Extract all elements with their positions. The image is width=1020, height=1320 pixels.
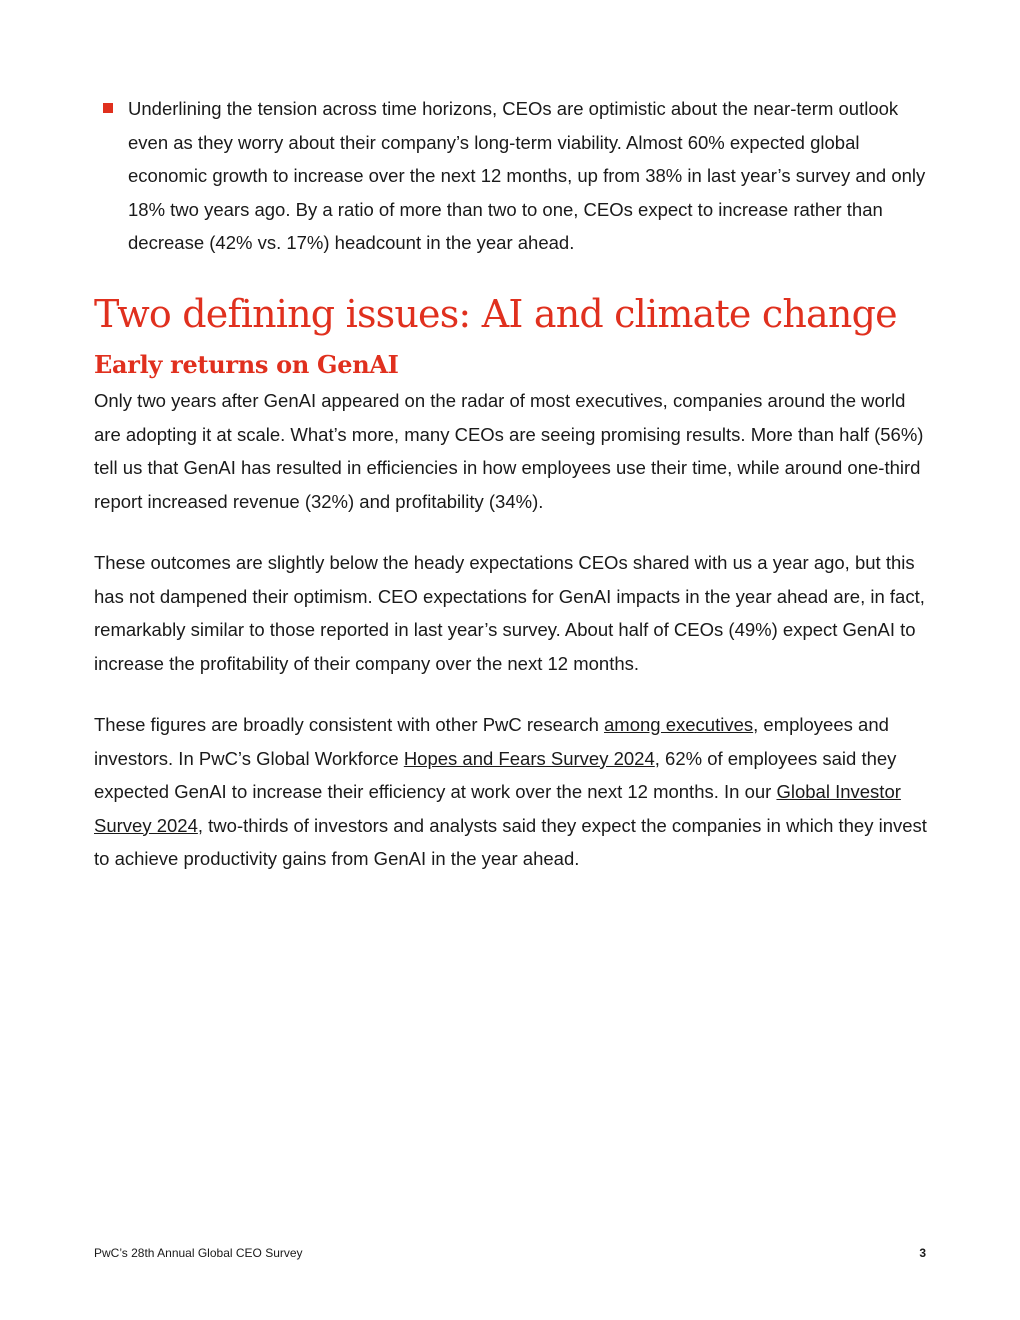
link-hopes-and-fears-survey[interactable]: Hopes and Fears Survey 2024 — [403, 747, 655, 769]
body-text — [94, 384, 934, 904]
paragraph-2: These outcomes are slightly below the heady expectations CEOs shared with us a year ago, but this has not dampened their optimism. CEO expectations for GenAI impacts in the year ahead are, in fact, remarkably similar to those reported in last year’s survey. About half of CEOs (49%) expect GenAI to increase the profitability of their company over the next 12 months. — [94, 552, 925, 674]
bullet-item — [94, 92, 934, 260]
paragraph-3-text: These figures are broadly consistent with other PwC research — [94, 714, 605, 735]
link-among-executives[interactable]: among executives — [604, 714, 754, 735]
paragraph-3-text: , two-thirds of investors and analysts said they expect the companies in which they invest to achieve productivity gains from GenAI in the year ahead. — [94, 814, 927, 869]
paragraph-3-text: , 62% of employees said they expected GenAI to increase their efficiency at work over the next 12 months. In our — [94, 747, 897, 802]
subsection-heading: Early returns on GenAI — [94, 350, 399, 379]
square-bullet-icon — [103, 103, 113, 113]
section-heading: Two defining issues: AI and climate change — [94, 292, 897, 336]
bullet-text: Underlining the tension across time horizons, CEOs are optimistic about the near-term outlook even as they worry about their company’s long-term viability. Almost 60% expected global economic growth to increase over the next 12 months, up from 38% in last year’s survey and only 18% two years ago. By a ratio of more than two to one, CEOs expect to increase rather than decrease (42% vs. 17%) headcount in the year ahead. — [128, 98, 926, 253]
footer-title: PwC’s 28th Annual Global CEO Survey — [94, 1246, 303, 1260]
link-global-investor-survey[interactable]: Global Investor Survey 2024 — [94, 781, 901, 836]
paragraph-3-text: , employees and investors. In PwC’s Global Workforce — [94, 714, 889, 769]
paragraph-3 — [94, 708, 934, 876]
paragraph-1: Only two years after GenAI appeared on the radar of most executives, companies around the world are adopting it at scale. What’s more, many CEOs are seeing promising results. More than half (56%) tell us that GenAI has resulted in efficiencies in how employees use their time, while around one-third report increased revenue (32%) and profitability (34%). — [94, 390, 924, 512]
page-number: 3 — [919, 1246, 926, 1260]
